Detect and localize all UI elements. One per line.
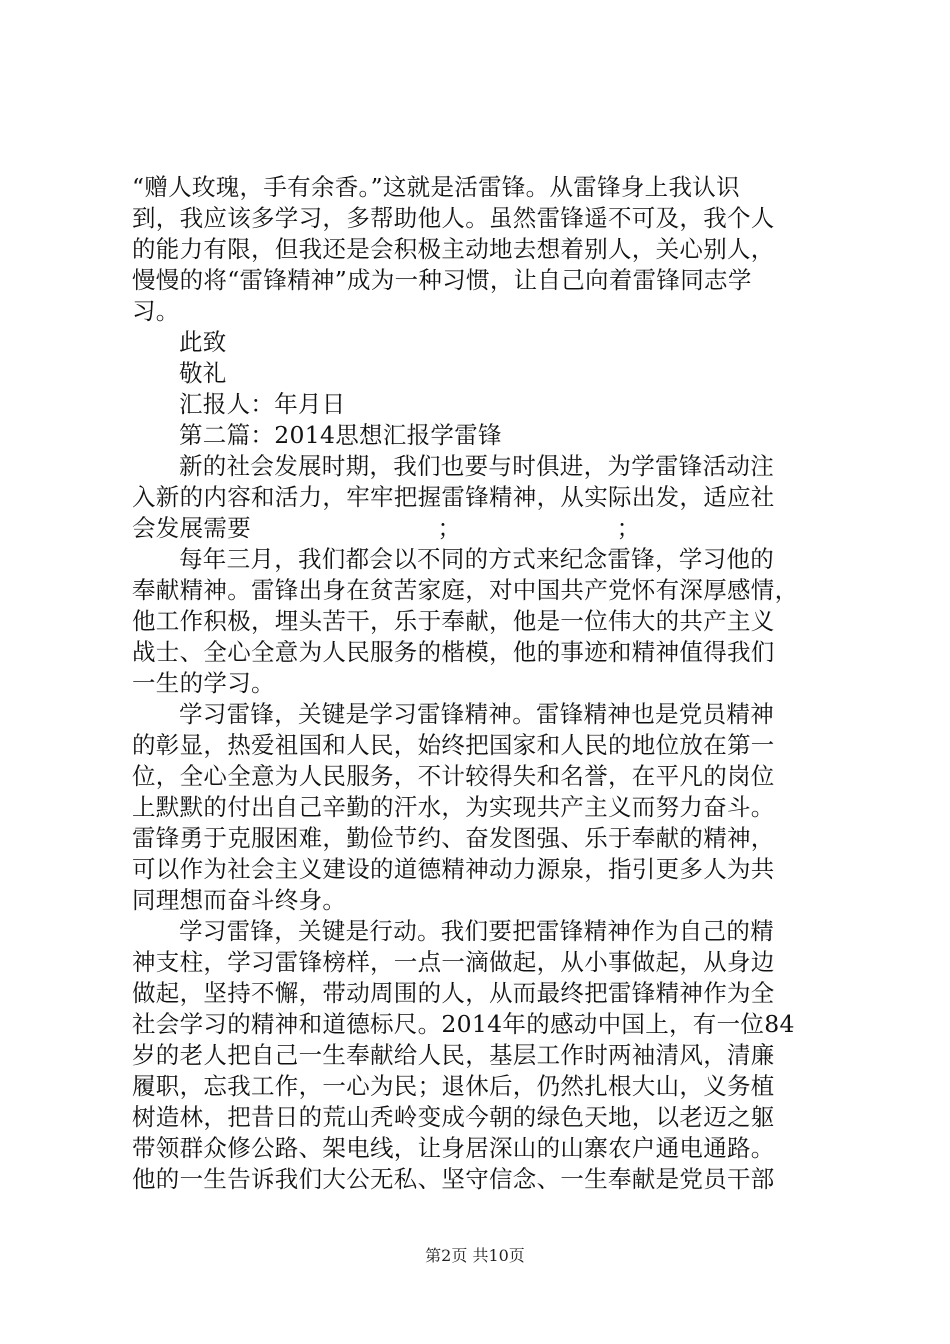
text-line: 第二篇：2014思想汇报学雷锋 — [179, 421, 502, 449]
page-footer: 第2页 共10页 — [425, 1246, 525, 1265]
text-line: 做起，坚持不懈，带动周围的人，从而最终把雷锋精神作为全 — [132, 979, 775, 1007]
text-line: 树造林，把昔日的荒山秃岭变成今朝的绿色天地，以老迈之躯 — [132, 1103, 775, 1131]
text-line: 会发展需要 ； ； — [132, 514, 641, 542]
text-line: 雷锋勇于克服困难，勤俭节约、奋发图强、乐于奉献的精神， — [132, 824, 775, 852]
text-line: 神支柱，学习雷锋榜样，一点一滴做起，从小事做起，从身边 — [132, 948, 775, 976]
text-line: 可以作为社会主义建设的道德精神动力源泉，指引更多人为共 — [132, 855, 775, 883]
text-line: 履职，忘我工作，一心为民；退休后，仍然扎根大山，义务植 — [132, 1072, 775, 1100]
text-line: 同理想而奋斗终身。 — [132, 886, 347, 914]
text-line: 位，全心全意为人民服务，不计较得失和名誉，在平凡的岗位 — [132, 762, 775, 790]
text-line: 学习雷锋，关键是行动。我们要把雷锋精神作为自己的精 — [179, 917, 774, 945]
text-line: 上默默的付出自己辛勤的汗水，为实现共产主义而努力奋斗。 — [132, 793, 775, 821]
text-line: 社会学习的精神和道德标尺。2014年的感动中国上，有一位84 — [132, 1010, 795, 1038]
text-line: 战士、全心全意为人民服务的楷模，他的事迹和精神值得我们 — [132, 638, 775, 666]
text-line: 新的社会发展时期，我们也要与时俱进，为学雷锋活动注 — [179, 452, 774, 480]
text-line: 到，我应该多学习，多帮助他人。虽然雷锋遥不可及，我个人 — [132, 204, 775, 232]
text-line: 岁的老人把自己一生奉献给人民，基层工作时两袖清风，清廉 — [132, 1041, 775, 1069]
text-line: 一生的学习。 — [132, 669, 275, 697]
text-line: 汇报人：年月日 — [179, 390, 346, 418]
text-line: 学习雷锋，关键是学习雷锋精神。雷锋精神也是党员精神 — [179, 700, 774, 728]
text-line: 此致 — [179, 328, 227, 356]
body-text — [132, 172, 838, 1195]
text-line: 带领群众修公路、架电线，让身居深山的山寨农户通电通路。 — [132, 1134, 775, 1162]
text-line: 敬礼 — [179, 359, 227, 387]
text-line: 奉献精神。雷锋出身在贫苦家庭，对中国共产党怀有深厚感情， — [132, 576, 799, 604]
text-line: “赠人玫瑰，手有余香。”这就是活雷锋。从雷锋身上我认识 — [132, 173, 740, 201]
text-line: 他工作积极，埋头苦干，乐于奉献，他是一位伟大的共产主义 — [132, 607, 775, 635]
text-line: 每年三月，我们都会以不同的方式来纪念雷锋，学习他的 — [179, 545, 774, 573]
text-line: 入新的内容和活力，牢牢把握雷锋精神，从实际出发，适应社 — [132, 483, 775, 511]
text-line: 他的一生告诉我们大公无私、坚守信念、一生奉献是党员干部 — [132, 1165, 775, 1193]
text-line: 习。 — [132, 297, 180, 325]
text-line: 慢慢的将“雷锋精神”成为一种习惯，让自己向着雷锋同志学 — [132, 266, 752, 294]
text-line: 的彰显，热爱祖国和人民，始终把国家和人民的地位放在第一 — [132, 731, 775, 759]
text-line: 的能力有限，但我还是会积极主动地去想着别人，关心别人， — [132, 235, 775, 263]
